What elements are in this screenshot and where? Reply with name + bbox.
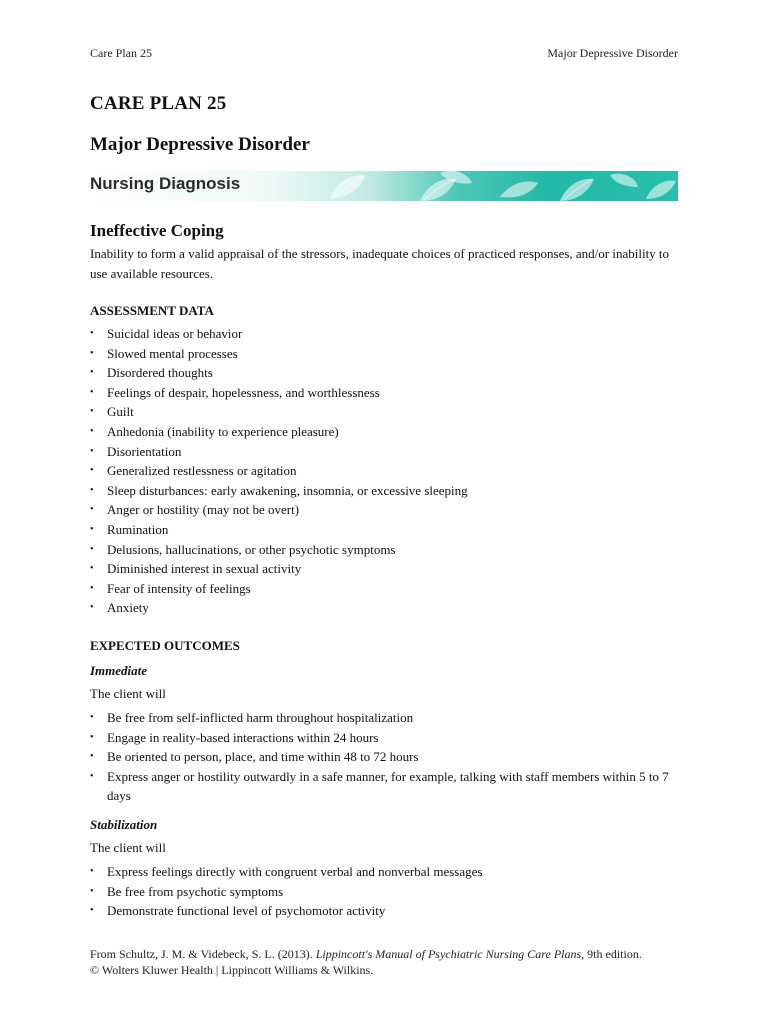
- list-item: • Fear of intensity of feelings: [90, 579, 680, 599]
- list-item: • Sleep disturbances: early awakening, insomnia, or excessive sleeping: [90, 481, 680, 501]
- nursing-diagnosis-banner: [90, 171, 678, 201]
- assessment-heading: ASSESSMENT DATA: [90, 303, 214, 318]
- citation-prefix: From Schultz, J. M. & Videbeck, S. L. (2013).: [90, 947, 316, 961]
- running-header-right: Major Depressive Disorder: [547, 46, 678, 60]
- running-header-left: Care Plan 25: [90, 46, 152, 60]
- citation-footer: [90, 946, 690, 978]
- list-item: • Engage in reality-based interactions within 24 hours: [90, 728, 680, 748]
- citation-book-title: Lippincott's Manual of Psychiatric Nursing Care Plans: [315, 947, 582, 961]
- citation-suffix: , 9th edition.: [581, 947, 642, 961]
- list-item: • Slowed mental processes: [90, 344, 680, 364]
- disorder-title: Major Depressive Disorder: [90, 134, 310, 155]
- running-header: [90, 46, 678, 61]
- list-item: • Be free from self-inflicted harm throughout hospitalization: [90, 708, 680, 728]
- outcomes-heading: EXPECTED OUTCOMES: [90, 638, 240, 653]
- list-item: • Express anger or hostility outwardly in a safe manner, for example, talking with staff members within 5 to 7 days: [90, 767, 680, 806]
- list-item: • Anxiety: [90, 598, 680, 618]
- list-item: • Diminished interest in sexual activity: [90, 559, 680, 579]
- list-item: • Anhedonia (inability to experience pleasure): [90, 422, 680, 442]
- list-item: • Guilt: [90, 402, 680, 422]
- diagnosis-definition: Inability to form a valid appraisal of the stressors, inadequate choices of practiced responses, and/or inability to use available resources.: [90, 246, 670, 281]
- list-item: • Be oriented to person, place, and time within 48 to 72 hours: [90, 747, 680, 767]
- citation-line: [90, 946, 690, 962]
- assessment-list: [90, 324, 680, 618]
- page-title: CARE PLAN 25: [90, 93, 227, 114]
- immediate-outcomes-list: [90, 708, 680, 806]
- stabilization-lead: The client will: [90, 840, 166, 855]
- list-item: • Feelings of despair, hopelessness, and worthlessness: [90, 383, 680, 403]
- list-item: • Disorientation: [90, 442, 680, 462]
- list-item: • Suicidal ideas or behavior: [90, 324, 680, 344]
- list-item: • Generalized restlessness or agitation: [90, 461, 680, 481]
- immediate-lead: The client will: [90, 686, 166, 701]
- stabilization-heading: Stabilization: [90, 817, 158, 832]
- list-item: • Rumination: [90, 520, 680, 540]
- list-item: • Delusions, hallucinations, or other psychotic symptoms: [90, 540, 680, 560]
- list-item: • Disordered thoughts: [90, 363, 680, 383]
- stabilization-outcomes-list: [90, 862, 680, 921]
- copyright-line: © Wolters Kluwer Health | Lippincott Williams & Wilkins.: [90, 963, 374, 977]
- list-item: • Express feelings directly with congruent verbal and nonverbal messages: [90, 862, 680, 882]
- immediate-heading: Immediate: [90, 663, 148, 678]
- list-item: • Anger or hostility (may not be overt): [90, 500, 680, 520]
- banner-label: Nursing Diagnosis: [90, 174, 241, 193]
- list-item: • Demonstrate functional level of psychomotor activity: [90, 901, 680, 921]
- list-item: • Be free from psychotic symptoms: [90, 882, 680, 902]
- diagnosis-heading: Ineffective Coping: [90, 221, 224, 240]
